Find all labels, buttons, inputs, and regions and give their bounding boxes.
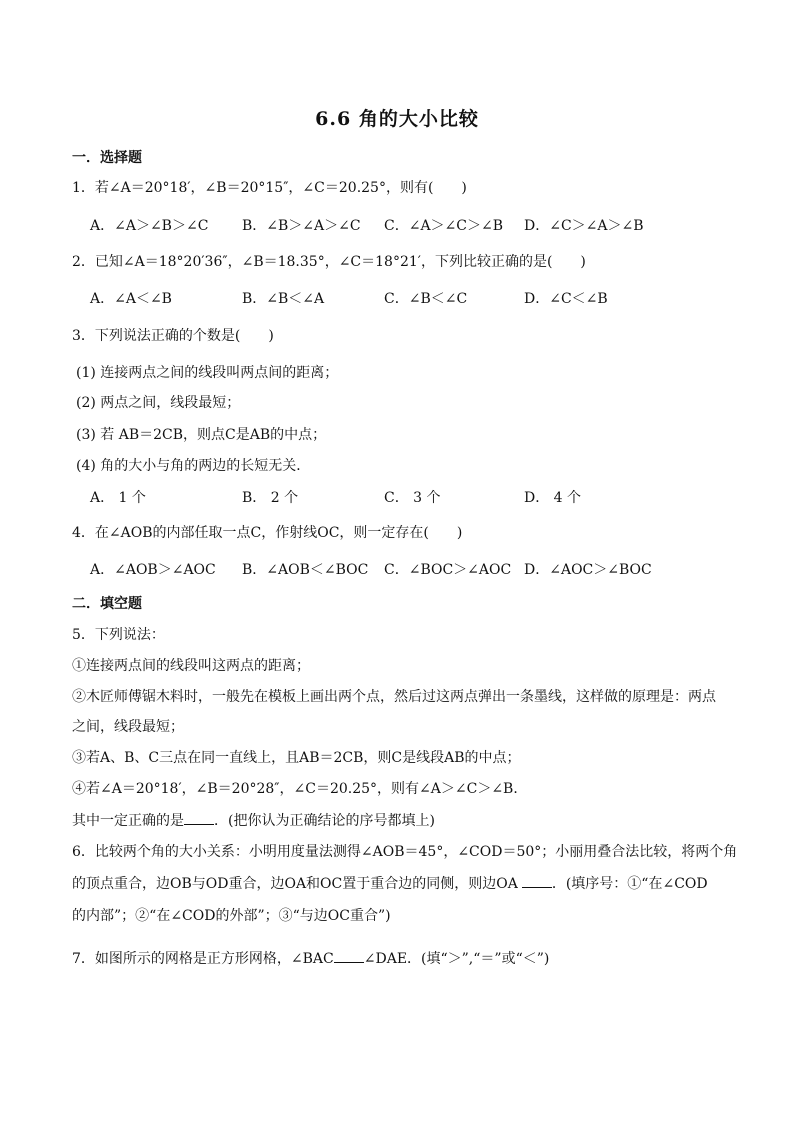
q2-option-d[interactable]: D．∠C＜∠B: [524, 291, 608, 307]
section-multiple-choice: 一．选择题: [72, 150, 142, 166]
question-6-line-2: [72, 873, 708, 894]
question-6-line-1: 6．比较两个角的大小关系：小明用度量法测得∠AOB＝45°，∠COD＝50°；小丽用叠合法比较，将两个角: [72, 844, 738, 860]
q4-option-a[interactable]: A．∠AOB＞∠AOC: [90, 562, 216, 578]
question-2: 2．已知∠A＝18°20′36″，∠B＝18.35°，∠C＝18°21′，下列比较正确的是( ): [72, 254, 586, 270]
question-4: 4．在∠AOB的内部任取一点C，作射线OC，则一定存在( ): [72, 525, 463, 541]
q1-option-b[interactable]: B．∠B＞∠A＞∠C: [242, 218, 361, 234]
q5-statement-2-cont: 之间，线段最短；: [72, 719, 184, 735]
section-fill-in: 二．填空题: [72, 596, 142, 612]
q1-option-d[interactable]: D．∠C＞∠A＞∠B: [524, 218, 644, 234]
question-3: 3．下列说法正确的个数是( ): [72, 328, 274, 344]
q6-line-2-prefix: 的顶点重合，边OB与OD重合，边OA和OC置于重合边的同侧，则边OA: [72, 876, 518, 892]
q3-statement-4: (4) 角的大小与角的两边的长短无关．: [76, 458, 311, 474]
page-title: 6.6 角的大小比较: [315, 108, 479, 130]
q5-answer-suffix: ．(把你认为正确结论的序号都填上): [214, 813, 435, 829]
q1-option-a[interactable]: A．∠A＞∠B＞∠C: [90, 218, 209, 234]
question-1: 1．若∠A＝20°18′，∠B＝20°15″，∠C＝20.25°，则有( ): [72, 180, 467, 196]
q3-statement-2: (2) 两点之间，线段最短；: [76, 395, 241, 411]
q5-statement-3: ③若A、B、C三点在同一直线上，且AB＝2CB，则C是线段AB的中点；: [72, 750, 521, 766]
q7-prefix: 7．如图所示的网格是正方形网格，∠BAC: [72, 951, 334, 967]
q5-statement-4: ④若∠A＝20°18′，∠B＝20°28″，∠C＝20.25°，则有∠A＞∠C＞∠B．: [72, 781, 528, 797]
q2-option-b[interactable]: B．∠B＜∠A: [242, 291, 325, 307]
q5-answer-line: [72, 810, 435, 831]
question-5: 5．下列说法：: [72, 627, 165, 643]
q5-statement-2: ②木匠师傅锯木料时，一般先在模板上画出两个点，然后过这两点弹出一条墨线，这样做的原理是：两点: [72, 689, 716, 705]
q3-option-d[interactable]: D． 4 个: [524, 490, 582, 506]
q2-option-a[interactable]: A．∠A＜∠B: [90, 291, 172, 307]
q5-answer-prefix: 其中一定正确的是: [72, 813, 184, 829]
q3-statement-1: (1) 连接两点之间的线段叫两点间的距离；: [76, 365, 339, 381]
q3-option-b[interactable]: B． 2 个: [242, 490, 299, 506]
q5-statement-1: ①连接两点间的线段叫这两点的距离；: [72, 658, 310, 674]
question-7: [72, 948, 549, 969]
q6-answer-blank[interactable]: [522, 873, 552, 888]
q4-option-b[interactable]: B．∠AOB＜∠BOC: [242, 562, 369, 578]
q7-suffix: ∠DAE．(填“＞”,“＝”或“＜”): [363, 951, 550, 967]
q6-line-2-suffix: ．(填序号：①“在∠COD: [551, 876, 708, 892]
question-6-line-3: 的内部”；②“在∠COD的外部”；③“与边OC重合”): [72, 908, 391, 924]
q3-option-a[interactable]: A． 1 个: [90, 490, 146, 506]
q2-option-c[interactable]: C．∠B＜∠C: [384, 291, 468, 307]
q1-option-c[interactable]: C．∠A＞∠C＞∠B: [384, 218, 504, 234]
q3-option-c[interactable]: C． 3 个: [384, 490, 441, 506]
q3-statement-3: (3) 若 AB＝2CB，则点C是AB的中点；: [76, 427, 327, 443]
q4-option-d[interactable]: D．∠AOC＞∠BOC: [524, 562, 652, 578]
q4-option-c[interactable]: C．∠BOC＞∠AOC: [384, 562, 512, 578]
q7-answer-blank[interactable]: [334, 948, 364, 963]
q5-answer-blank[interactable]: [184, 810, 214, 825]
